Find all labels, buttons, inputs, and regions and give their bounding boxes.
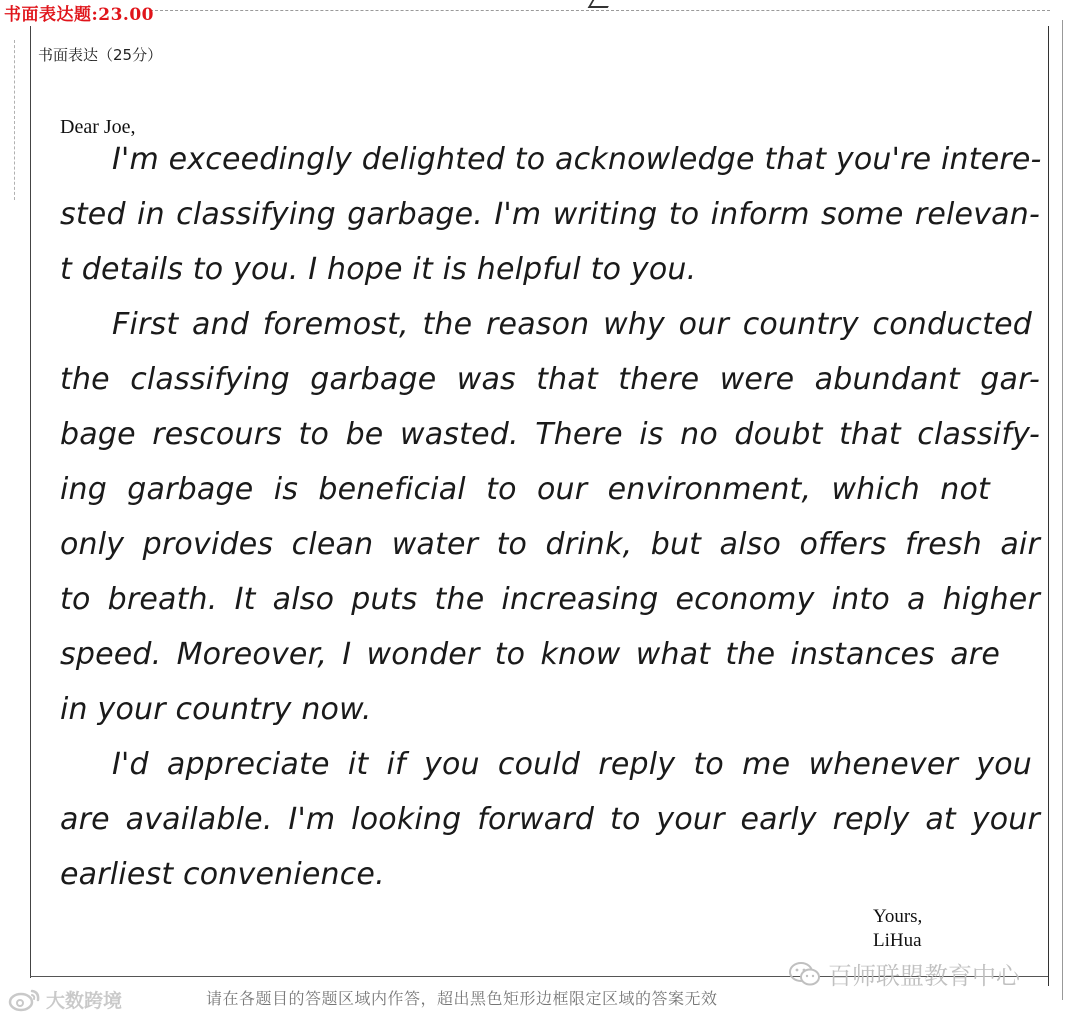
letter-line: t details to you. I hope it is helpful to you. <box>60 252 697 287</box>
watermark-left-text: 大数跨境 <box>46 990 123 1012</box>
letter-line: in your country now. <box>60 692 372 727</box>
score-label: 书面表达题:23.00 <box>4 5 155 25</box>
letter-line: speed. Moreover, I wonder to know what the instances are <box>60 637 1000 672</box>
frame-right-border <box>1048 26 1049 986</box>
letter-line: earliest convenience. <box>60 857 385 892</box>
corner-mark <box>588 0 613 8</box>
section-title: 书面表达（25分） <box>38 46 163 64</box>
letter-line: ing garbage is beneficial to our environment, which not <box>60 472 990 507</box>
watermark-left <box>8 986 122 1013</box>
wechat-icon <box>788 961 822 987</box>
watermark-right <box>788 956 1020 991</box>
letter-salutation: Dear Joe, <box>60 116 136 138</box>
letter-line: I'm exceedingly delighted to acknowledge that you're intere- <box>112 142 1042 177</box>
letter-signature: LiHua <box>873 930 922 951</box>
frame-left-outer-border <box>14 40 15 200</box>
footer-instruction: 请在各题目的答题区域内作答，超出黑色矩形边框限定区域的答案无效 <box>206 989 718 1008</box>
letter-line: First and foremost, the reason why our country conducted <box>112 307 1032 342</box>
weibo-icon <box>8 988 42 1012</box>
frame-left-border <box>30 26 31 978</box>
letter-line: I'd appreciate it if you could reply to me whenever you <box>112 747 1032 782</box>
letter-line: to breath. It also puts the increasing economy into a higher <box>60 582 1040 617</box>
frame-top-border <box>150 10 1050 11</box>
letter-line: only provides clean water to drink, but also offers fresh air <box>60 527 1040 562</box>
frame-right-outer-border <box>1062 20 1063 1000</box>
letter-line: the classifying garbage was that there were abundant gar- <box>60 362 1040 397</box>
letter-closing: Yours, <box>873 906 923 927</box>
letter-line: are available. I'm looking forward to your early reply at your <box>60 802 1040 837</box>
watermark-right-text: 百师联盟教育中心 <box>828 962 1020 990</box>
letter-line: sted in classifying garbage. I'm writing to inform some relevan- <box>60 197 1040 232</box>
letter-line: bage rescours to be wasted. There is no doubt that classify- <box>60 417 1040 452</box>
